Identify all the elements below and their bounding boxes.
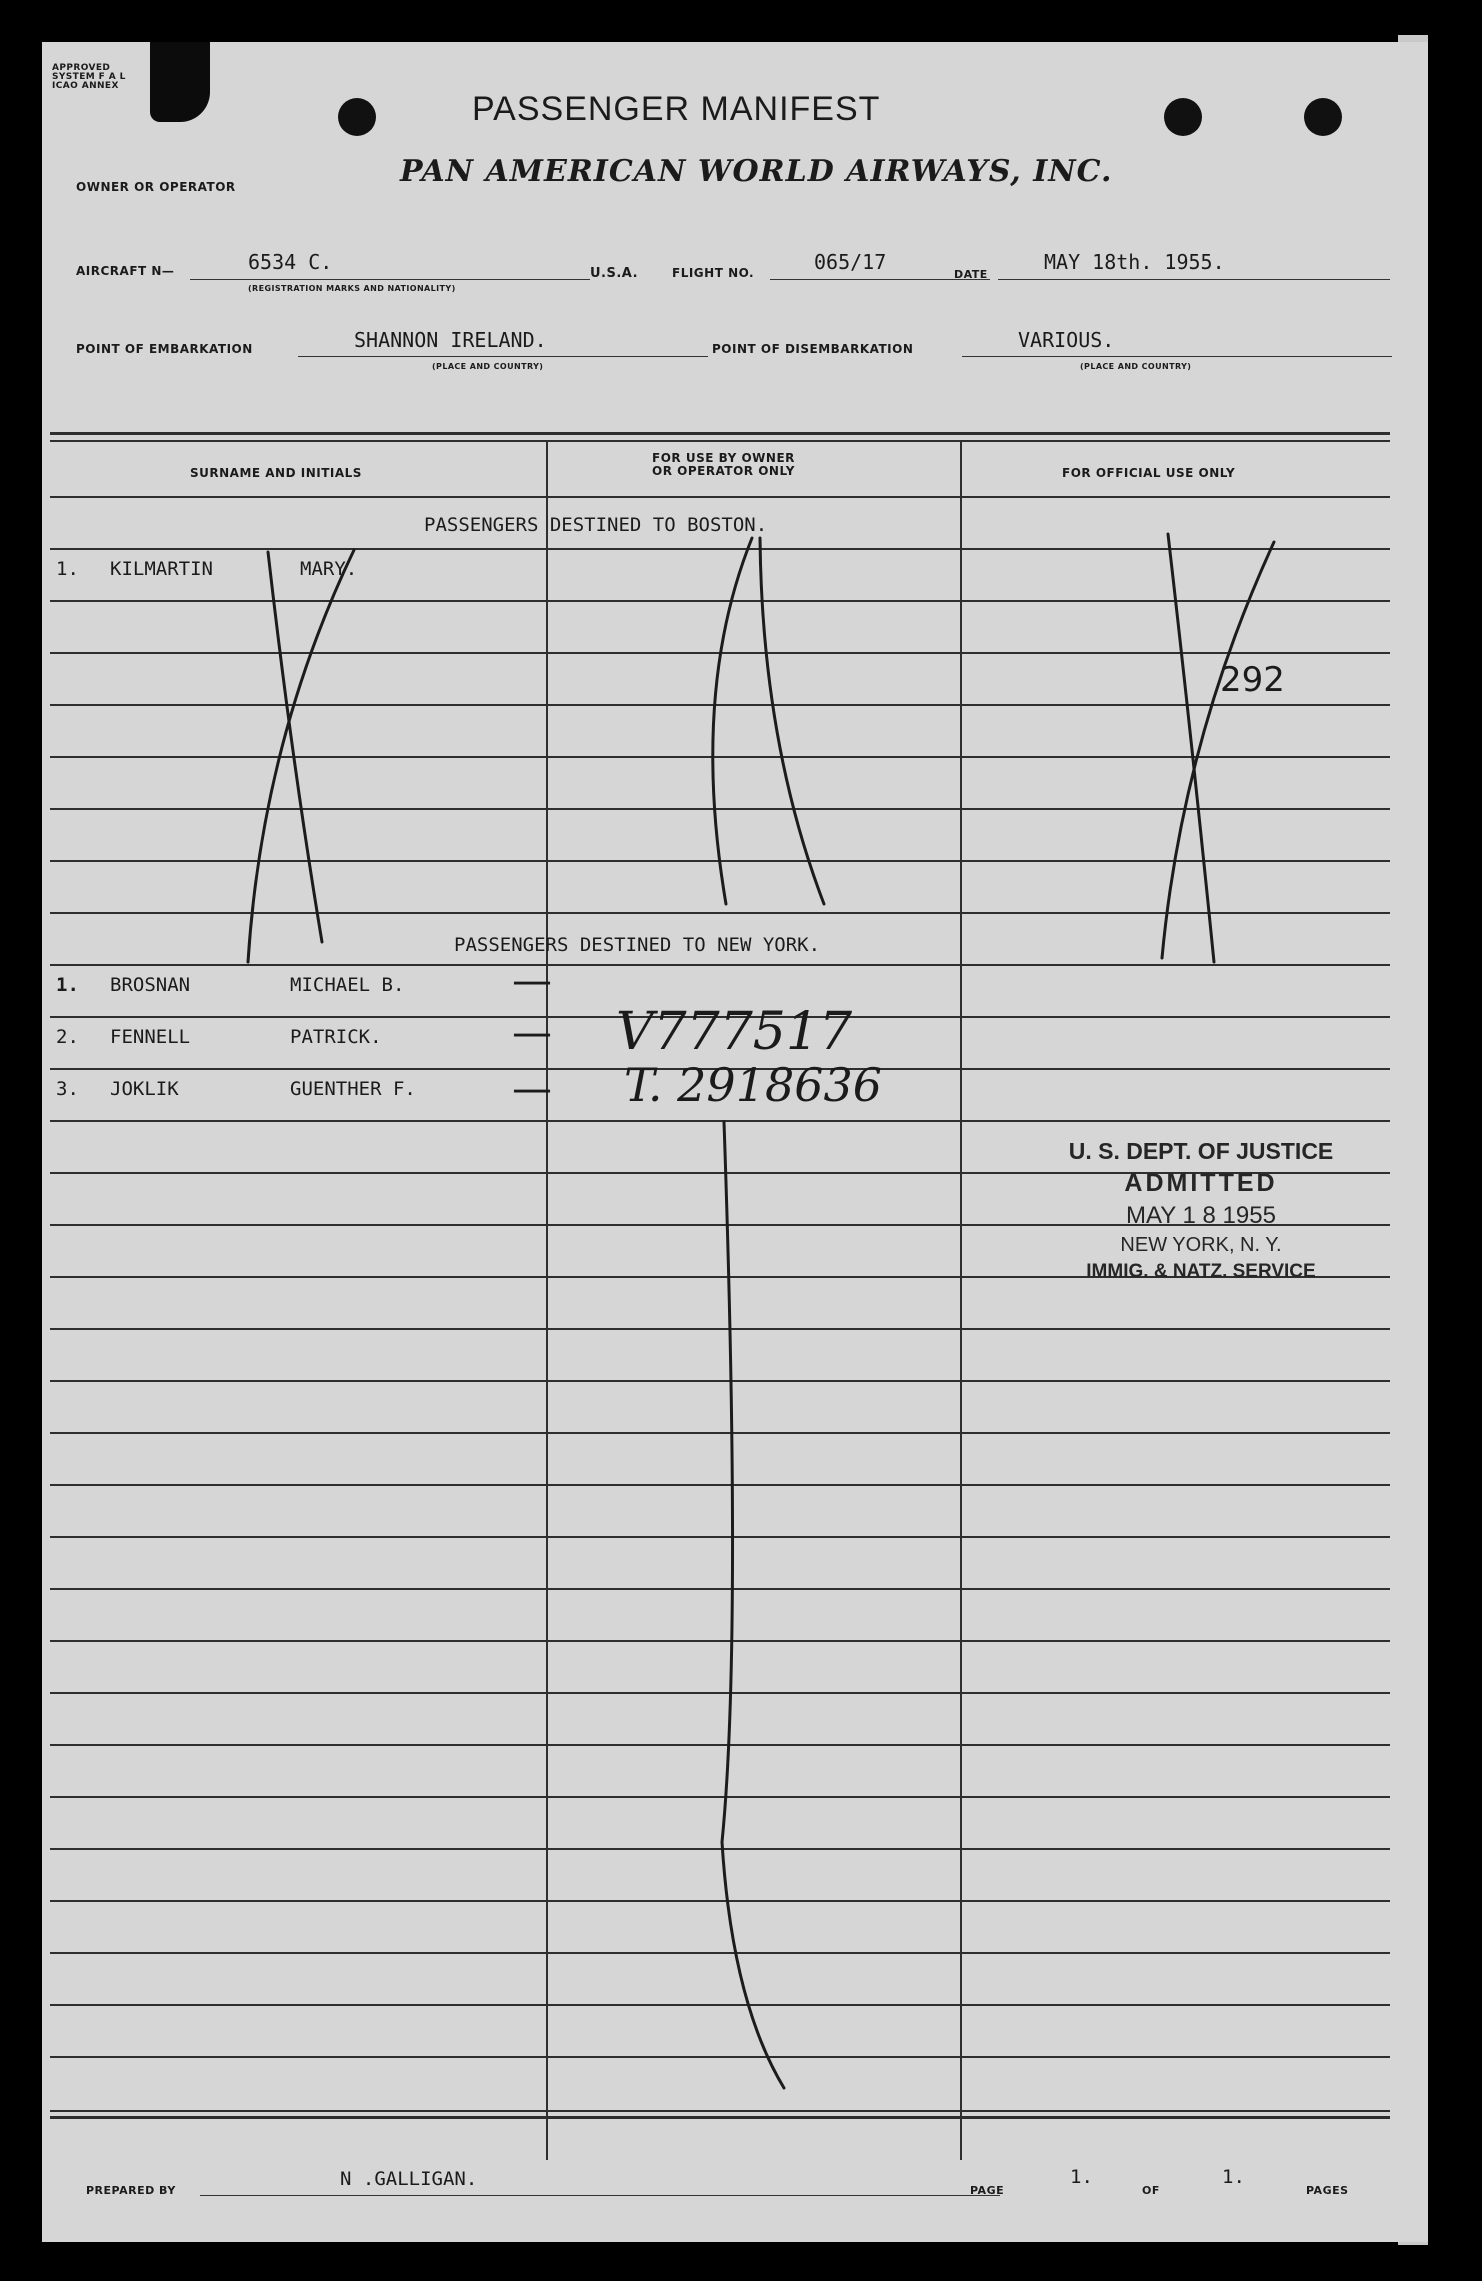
table-top-rule	[50, 432, 1390, 435]
immigration-stamp	[1066, 1138, 1336, 1283]
torn-corner	[150, 42, 210, 122]
table-top-rule-2	[50, 440, 1390, 442]
embark-sub: (PLACE AND COUNTRY)	[432, 362, 544, 371]
ruled-line	[50, 1952, 1390, 1954]
ny-row-3-mark: —	[512, 1066, 552, 1112]
manifest-sheet	[42, 42, 1428, 2242]
strike-col1-a	[268, 552, 322, 942]
ruled-line	[50, 1744, 1390, 1746]
ruled-line	[50, 964, 1390, 966]
date-value: MAY 18th. 1955.	[1044, 250, 1225, 274]
ruled-line	[50, 2056, 1390, 2058]
usa-label: U.S.A.	[590, 266, 639, 281]
ruled-line	[50, 1328, 1390, 1330]
stamp-line-4: NEW YORK, N. Y.	[1120, 1234, 1282, 1256]
flight-label: FLIGHT NO.	[672, 266, 755, 280]
ruled-line	[50, 756, 1390, 758]
ruled-line	[50, 1848, 1390, 1850]
ny-row-1-given: MICHAEL B.	[290, 974, 405, 996]
ruled-line	[50, 1588, 1390, 1590]
of-value: 1.	[1222, 2166, 1245, 2188]
boston-row-surname: KILMARTIN	[110, 558, 213, 580]
ruled-line	[50, 1900, 1390, 1902]
ruled-line	[50, 1484, 1390, 1486]
embark-line	[298, 356, 708, 357]
newyork-heading: PASSENGERS DESTINED TO NEW YORK.	[454, 934, 821, 956]
pages-label: PAGES	[1306, 2184, 1349, 2197]
col-header-official: FOR OFFICIAL USE ONLY	[1062, 466, 1236, 480]
ny-row-1-surname: BROSNAN	[110, 974, 191, 996]
ruled-line	[50, 1432, 1390, 1434]
official-note-292: 292	[1220, 660, 1285, 700]
col-header-owner: FOR USE BY OWNER OR OPERATOR ONLY	[652, 451, 795, 478]
ruled-line	[50, 1640, 1390, 1642]
ny-row-3-note: T. 2918636	[624, 1058, 883, 1112]
ny-row-2-num: 2.	[56, 1026, 79, 1048]
ny-row-2-given: PATRICK.	[290, 1026, 382, 1048]
embark-value: SHANNON IRELAND.	[354, 328, 547, 352]
date-label: DATE	[954, 268, 988, 281]
binder-hole-right-1	[1164, 98, 1202, 136]
stamp-line-5: IMMIG. & NATZ. SERVICE	[1086, 1261, 1316, 1282]
strike-col2-a	[713, 538, 752, 904]
boston-row-num: 1.	[56, 558, 79, 580]
boston-heading: PASSENGERS DESTINED TO BOSTON.	[424, 514, 768, 536]
page-label: PAGE	[970, 2184, 1005, 2197]
ny-row-3-given: GUENTHER F.	[290, 1078, 416, 1100]
ruled-line	[50, 600, 1390, 602]
disembark-value: VARIOUS.	[1018, 328, 1115, 352]
boston-row-given: MARY.	[300, 558, 358, 580]
ruled-line	[50, 2004, 1390, 2006]
ny-row-3-surname: JOKLIK	[110, 1078, 179, 1100]
stamp-line-3: MAY 1 8 1955	[1126, 1202, 1276, 1229]
aircraft-line	[190, 279, 590, 280]
ruled-line	[50, 548, 1390, 550]
date-line	[998, 279, 1390, 280]
ny-row-2-mark: —	[512, 1010, 552, 1056]
ruled-line	[50, 1536, 1390, 1538]
disembark-sub: (PLACE AND COUNTRY)	[1080, 362, 1192, 371]
ny-row-1-num: 1.	[56, 974, 79, 996]
table-bottom-rule	[50, 2110, 1390, 2112]
aircraft-sub: (REGISTRATION MARKS AND NATIONALITY)	[248, 284, 456, 293]
stamp-line-1: U. S. DEPT. OF JUSTICE	[1068, 1138, 1334, 1164]
ny-col2-long-stroke	[722, 1122, 784, 2088]
ruled-line	[50, 860, 1390, 862]
prepared-value: N .GALLIGAN.	[340, 2168, 478, 2190]
ny-row-2-surname: FENNELL	[110, 1026, 191, 1048]
embark-label: POINT OF EMBARKATION	[76, 342, 253, 356]
aircraft-label: AIRCRAFT N—	[76, 264, 175, 278]
strike-col3-a	[1168, 534, 1214, 962]
of-label: OF	[1142, 2184, 1160, 2197]
owner-value: PAN AMERICAN WORLD AIRWAYS, INC.	[400, 154, 1113, 189]
disembark-label: POINT OF DISEMBARKATION	[712, 342, 914, 356]
page-value: 1.	[1070, 2166, 1093, 2188]
col-divider-1	[546, 440, 548, 2160]
page-title: PASSENGER MANIFEST	[472, 90, 881, 128]
stamp-line-2: ADMITTED	[1124, 1169, 1278, 1197]
prepared-label: PREPARED BY	[86, 2184, 176, 2197]
binder-hole-right-2	[1304, 98, 1342, 136]
ruled-line	[50, 1796, 1390, 1798]
aircraft-value: 6534 C.	[248, 250, 333, 274]
table-bottom-rule-2	[50, 2116, 1390, 2119]
ruled-line	[50, 1380, 1390, 1382]
ruled-line	[50, 496, 1390, 498]
col-header-surname: SURNAME AND INITIALS	[190, 466, 362, 480]
binder-hole-left	[338, 98, 376, 136]
ruled-line	[50, 704, 1390, 706]
ruled-line	[50, 1692, 1390, 1694]
ny-row-2-note: V777517	[616, 1002, 853, 1062]
owner-label: OWNER OR OPERATOR	[76, 180, 236, 194]
ruled-line	[50, 652, 1390, 654]
approved-stamp: APPROVED SYSTEM F A L ICAO ANNEX	[52, 63, 126, 91]
strike-col3-b	[1162, 542, 1274, 958]
ny-row-1-mark: —	[512, 958, 552, 1004]
ruled-line	[50, 808, 1390, 810]
ruled-line	[50, 1120, 1390, 1122]
disembark-line	[962, 356, 1392, 357]
flight-value: 065/17	[814, 250, 887, 274]
ruled-line	[50, 912, 1390, 914]
prepared-line	[200, 2195, 1000, 2196]
strike-col2-b	[760, 538, 824, 904]
ny-row-3-num: 3.	[56, 1078, 79, 1100]
col-divider-2	[960, 440, 962, 2160]
